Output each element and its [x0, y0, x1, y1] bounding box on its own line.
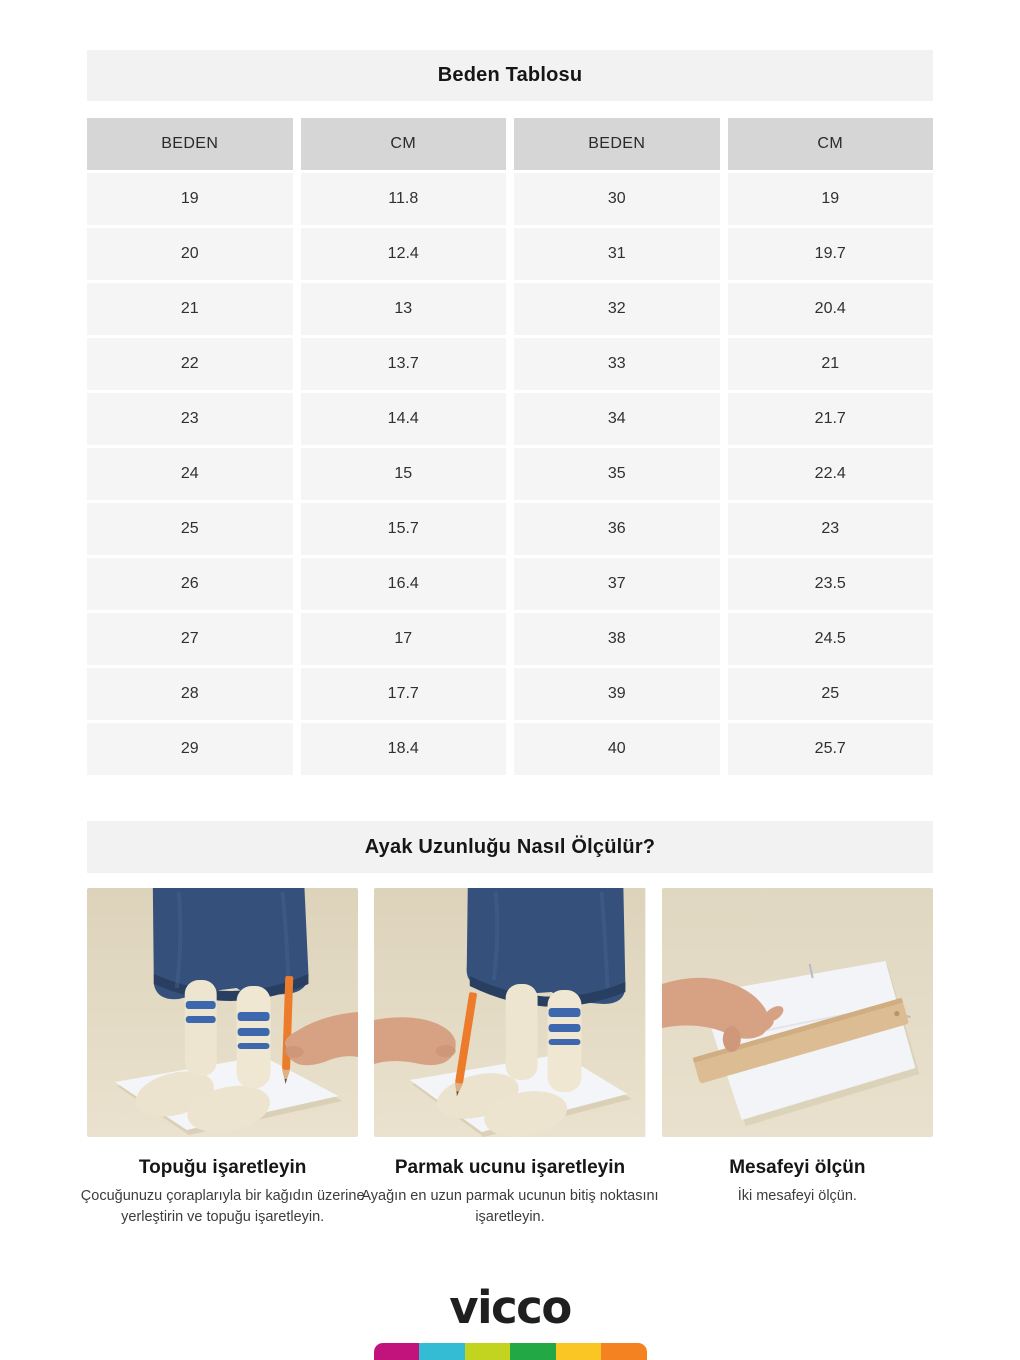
- size-cell: 18.4: [301, 723, 507, 775]
- size-cell: 20.4: [728, 283, 934, 335]
- size-cell: 19: [728, 173, 934, 225]
- photo-mark-heel: [87, 888, 358, 1137]
- mark-toe-illustration: [374, 888, 645, 1137]
- size-cell: 17: [301, 613, 507, 665]
- size-cell: 40: [514, 723, 720, 775]
- size-cell: 13.7: [301, 338, 507, 390]
- brand-color-bar: [374, 1343, 647, 1360]
- size-cell: 27: [87, 613, 293, 665]
- size-cell: 22.4: [728, 448, 934, 500]
- size-cell: 16.4: [301, 558, 507, 610]
- size-table-header-cm-2: CM: [728, 118, 934, 170]
- measure-section-title: Ayak Uzunluğu Nasıl Ölçülür?: [364, 835, 656, 858]
- size-cell: 13: [301, 283, 507, 335]
- size-cell: 30: [514, 173, 720, 225]
- size-table-header-cm-1: CM: [301, 118, 507, 170]
- size-cell: 11.8: [301, 173, 507, 225]
- size-cell: 24.5: [728, 613, 934, 665]
- step-mark-heel: [80, 888, 365, 1228]
- step-title-measure-distance: Mesafeyi ölçün: [729, 1157, 866, 1178]
- step-measure-distance: [662, 888, 933, 1228]
- size-cell: 21: [728, 338, 934, 390]
- brand-color-segment: [465, 1343, 511, 1360]
- size-cell: 26: [87, 558, 293, 610]
- step-title-mark-toe: Parmak ucunu işaretleyin: [394, 1157, 626, 1178]
- size-cell: 25: [87, 503, 293, 555]
- size-cell: 24: [87, 448, 293, 500]
- size-cell: 15.7: [301, 503, 507, 555]
- size-table-header-beden-1: BEDEN: [87, 118, 293, 170]
- size-cell: 19.7: [728, 228, 934, 280]
- size-cell: 32: [514, 283, 720, 335]
- brand-color-segment: [374, 1343, 420, 1360]
- photo-measure-distance: [662, 888, 933, 1137]
- size-cell: 38: [514, 613, 720, 665]
- size-cell: 34: [514, 393, 720, 445]
- measure-section-title-bar: [87, 821, 933, 873]
- size-cell: 28: [87, 668, 293, 720]
- size-cell: 39: [514, 668, 720, 720]
- size-cell: 21: [87, 283, 293, 335]
- photo-mark-toe: [374, 888, 645, 1137]
- size-cell: 23: [728, 503, 934, 555]
- size-cell: 23.5: [728, 558, 934, 610]
- size-cell: 35: [514, 448, 720, 500]
- size-cell: 25: [728, 668, 934, 720]
- measure-distance-illustration: [662, 888, 933, 1137]
- size-cell: 17.7: [301, 668, 507, 720]
- size-cell: 25.7: [728, 723, 934, 775]
- size-cell: 23: [87, 393, 293, 445]
- brand-color-segment: [510, 1343, 556, 1360]
- size-cell: 15: [301, 448, 507, 500]
- size-table: [87, 118, 933, 775]
- size-table-title-bar: [87, 50, 933, 101]
- size-cell: 31: [514, 228, 720, 280]
- size-cell: 12.4: [301, 228, 507, 280]
- size-cell: 14.4: [301, 393, 507, 445]
- step-desc-mark-toe: Ayağın en uzun parmak ucunun bitiş noktasını işaretleyin.: [361, 1188, 659, 1226]
- step-mark-toe: [361, 888, 659, 1228]
- brand-color-segment: [556, 1343, 602, 1360]
- mark-heel-illustration: [87, 888, 358, 1137]
- brand-color-segment: [419, 1343, 465, 1360]
- size-cell: 29: [87, 723, 293, 775]
- size-table-header-beden-2: BEDEN: [514, 118, 720, 170]
- vicco-logo: vicco: [449, 1281, 571, 1334]
- step-title-mark-heel: Topuğu işaretleyin: [138, 1157, 307, 1178]
- size-table-title: Beden Tablosu: [437, 64, 583, 86]
- jeans-legs: [467, 888, 626, 1007]
- size-cell: 37: [514, 558, 720, 610]
- size-cell: 19: [87, 173, 293, 225]
- step-desc-mark-heel: Çocuğunuzu çoraplarıyla bir kağıdın üzerine yerleştirin ve topuğu işaretleyin.: [80, 1188, 365, 1226]
- size-cell: 20: [87, 228, 293, 280]
- size-cell: 33: [514, 338, 720, 390]
- size-cell: 22: [87, 338, 293, 390]
- size-cell: 36: [514, 503, 720, 555]
- brand-color-segment: [601, 1343, 647, 1360]
- step-desc-measure-distance: İki mesafeyi ölçün.: [737, 1188, 857, 1204]
- footer: [0, 1281, 1020, 1360]
- size-cell: 21.7: [728, 393, 934, 445]
- measure-steps: [80, 888, 933, 1228]
